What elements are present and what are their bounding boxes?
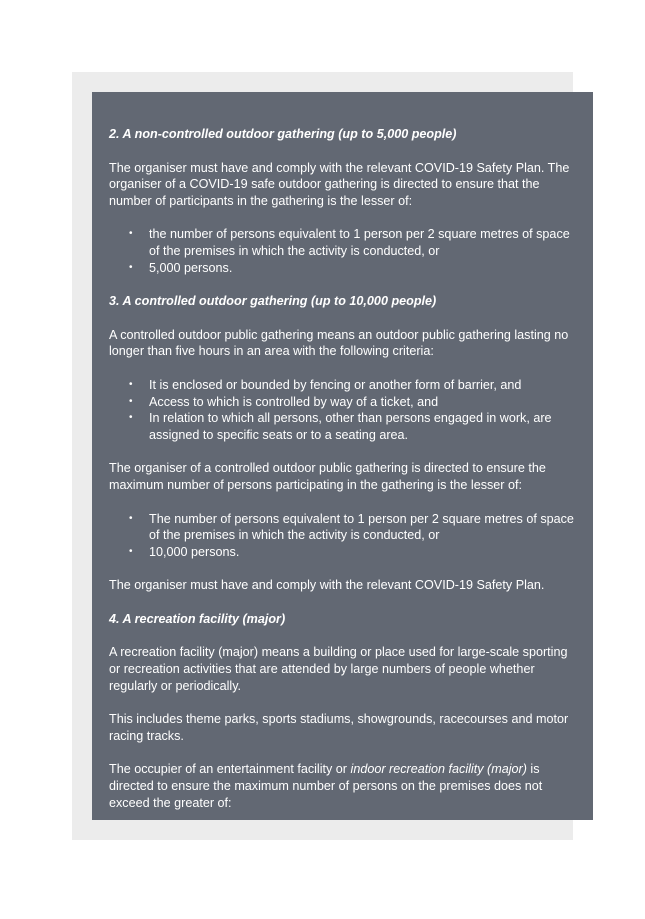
- list-item: • In relation to which all persons, other than persons engaged in work, are assigned to specific seats or to a seating area.: [109, 410, 577, 443]
- directive-text-start: The occupier of an entertainment facility or: [109, 762, 351, 777]
- section-2-heading: 2. A non-controlled outdoor gathering (up to 5,000 people): [109, 127, 457, 141]
- list-item: • the number of persons equivalent to 1 person per 2 square metres of space of the premises in which the activity is conducted, or: [109, 226, 577, 259]
- list-item: • The number of persons equivalent to 1 person per 2 square metres of space of the premises in which the activity is conducted, or: [109, 511, 577, 544]
- content-panel: [92, 92, 593, 820]
- section-2-bullet-list: [109, 226, 577, 276]
- section-4-definition: A recreation facility (major) means a building or place used for large-scale sporting or recreation activities that are attended by large numbers of people whether regularly or periodically.: [109, 645, 568, 693]
- list-item: • 5,000 persons.: [109, 260, 577, 277]
- list-item: • It is enclosed or bounded by fencing or another form of barrier, and: [109, 377, 577, 394]
- section-3-heading: 3. A controlled outdoor gathering (up to 10,000 people): [109, 294, 437, 309]
- section-4-directive: [109, 761, 577, 811]
- section-2-intro: The organiser must have and comply with the relevant COVID-19 Safety Plan. The organiser of a COVID-19 safe outdoor gathering is directed to ensure that the number of participants in the gathering is the lesser of:: [109, 160, 570, 208]
- section-4-heading: 4. A recreation facility (major): [109, 611, 286, 626]
- section-3-criteria-list: [109, 377, 577, 443]
- section-3-directive: The organiser of a controlled outdoor public gathering is directed to ensure the maximum number of persons participating in the gathering is the lesser of:: [109, 461, 546, 492]
- directive-emphasis: indoor recreation facility (major): [350, 762, 527, 777]
- directive-text-end: is directed to ensure the maximum number of persons on the premises does not exceed the greater of:: [109, 762, 543, 810]
- section-3-closing: The organiser must have and comply with the relevant COVID-19 Safety Plan.: [109, 578, 545, 593]
- section-4-includes: This includes theme parks, sports stadiums, showgrounds, racecourses and motor racing tracks.: [109, 712, 569, 743]
- section-3-intro: A controlled outdoor public gathering means an outdoor public gathering lasting no longer than five hours in an area with the following criteria:: [109, 327, 569, 359]
- list-item: • Access to which is controlled by way of a ticket, and: [109, 394, 577, 411]
- list-item: • 10,000 persons.: [109, 544, 577, 561]
- section-3-limits-list: [109, 511, 577, 561]
